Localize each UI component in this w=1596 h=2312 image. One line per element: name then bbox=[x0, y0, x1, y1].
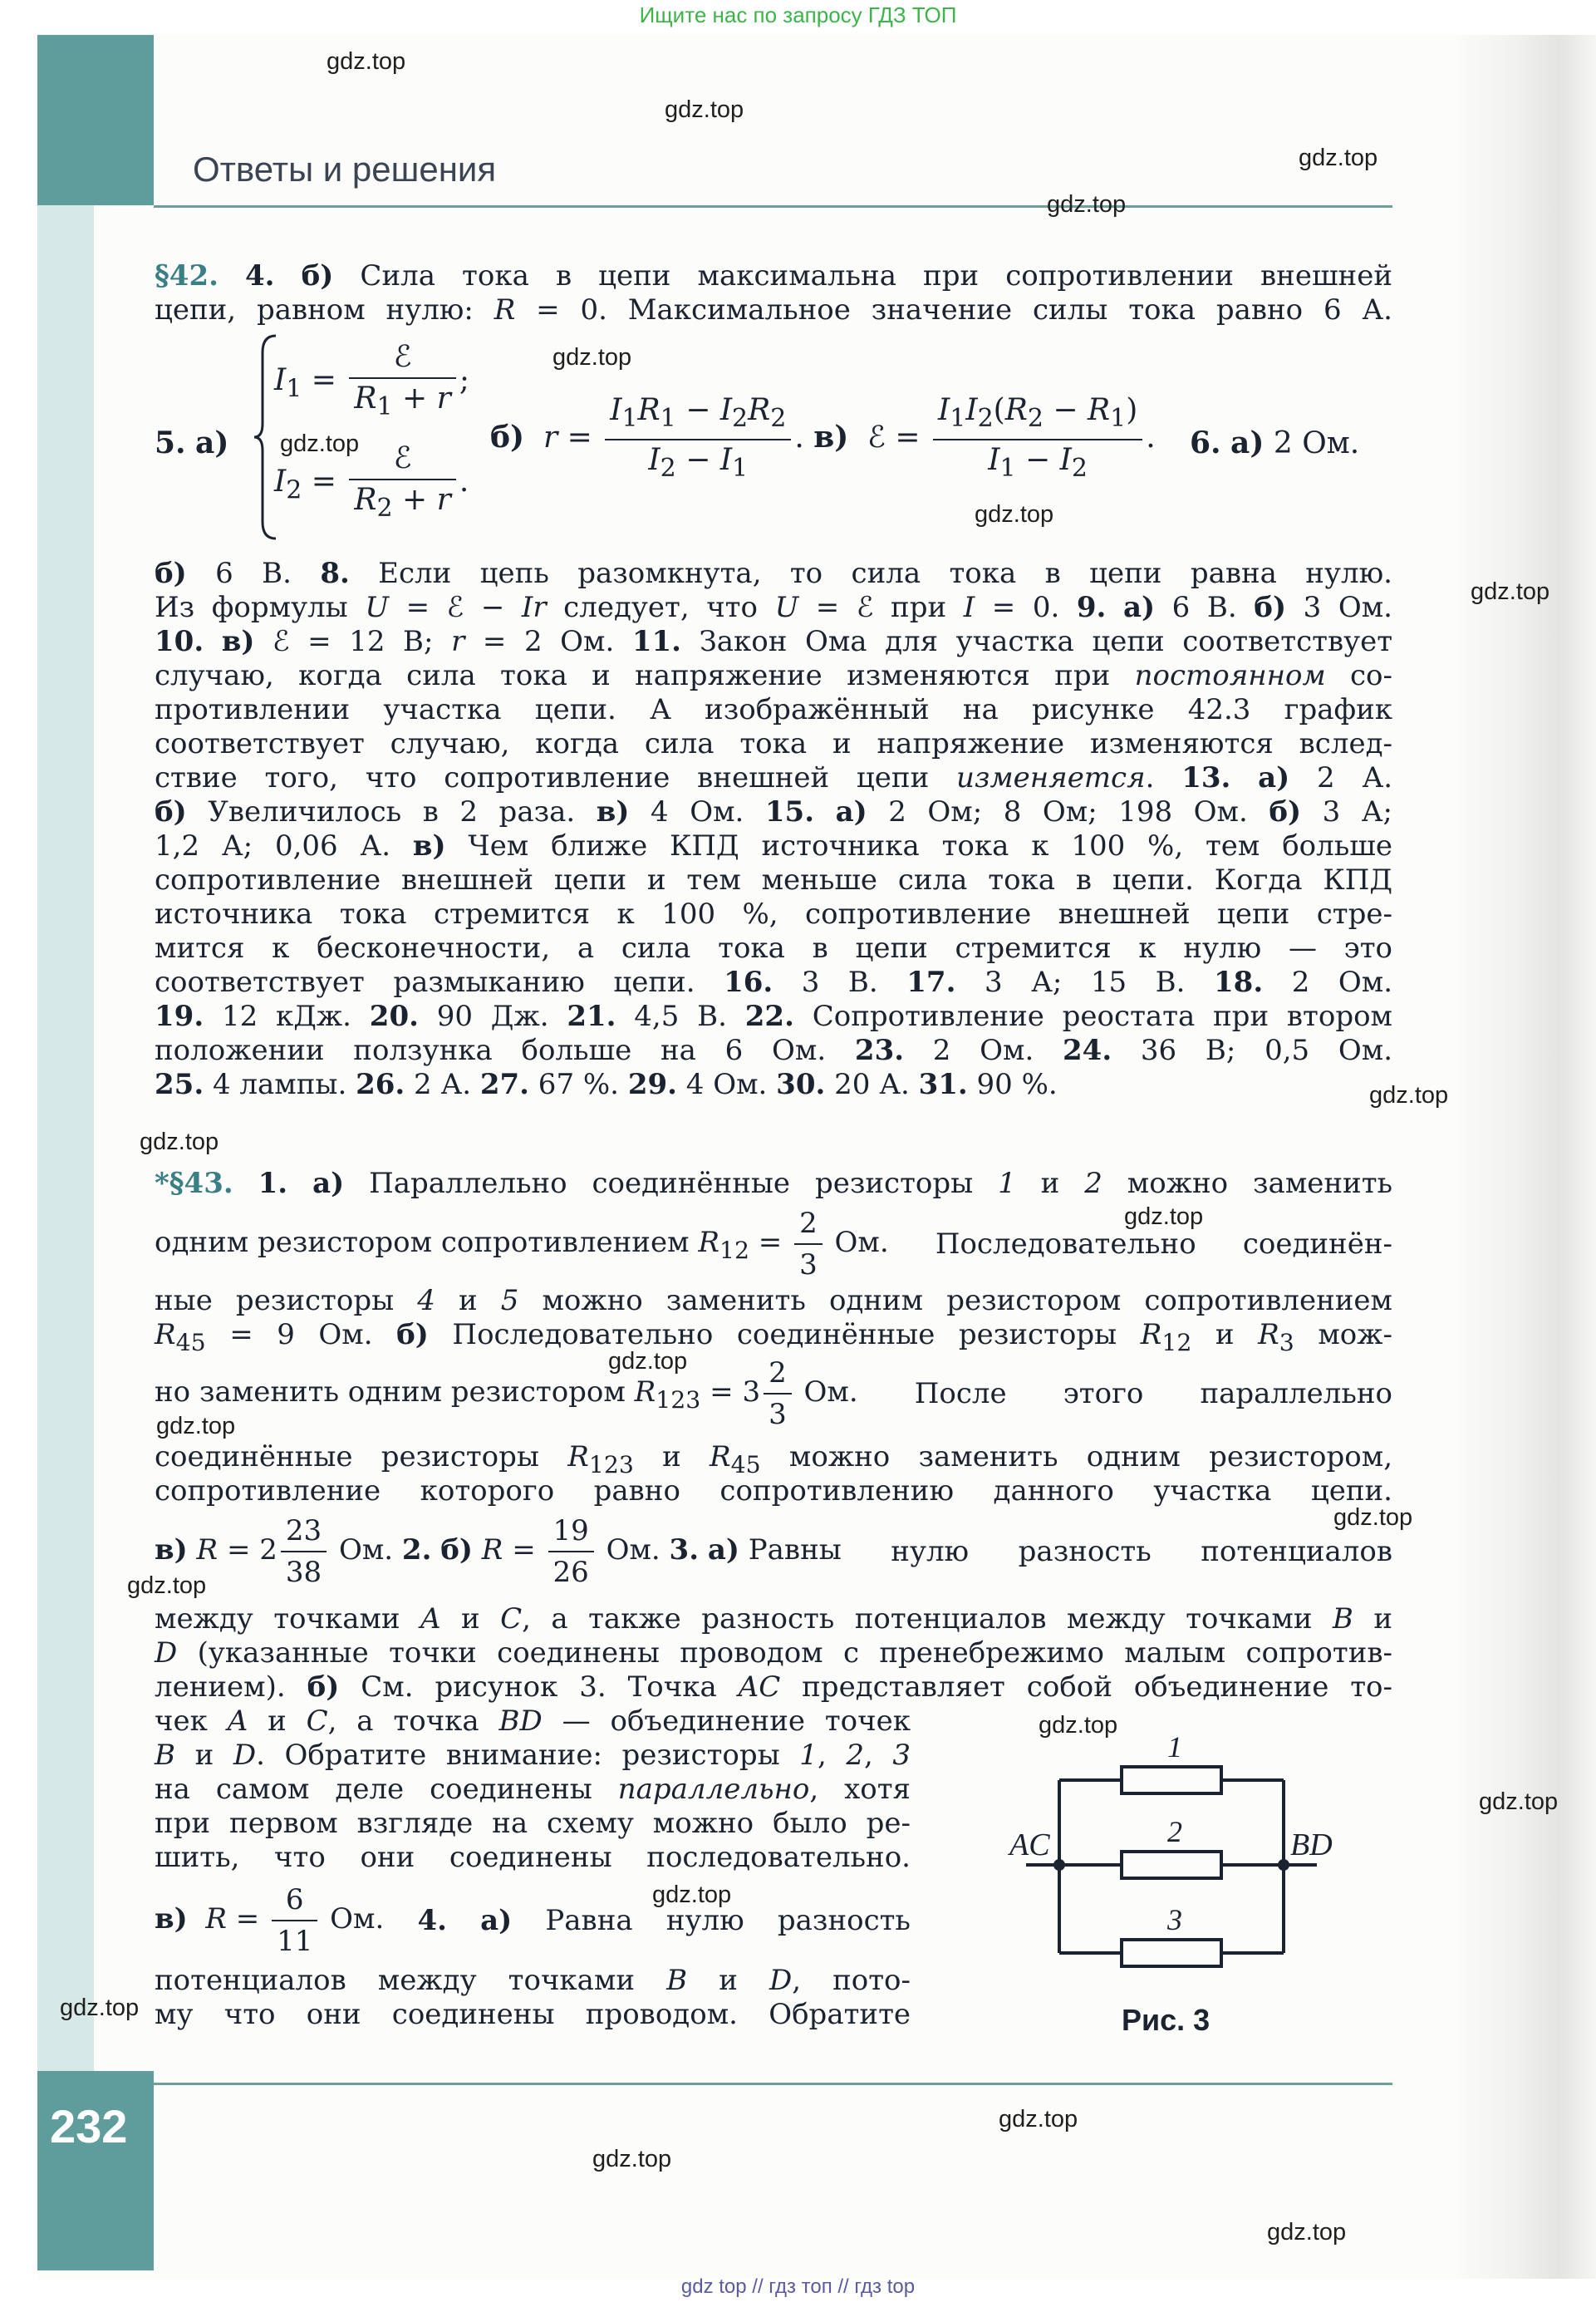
text-line: лением). б) См. рисунок 3. Точка AC представляет собой объединение то- bbox=[155, 1670, 1393, 1704]
text-line: случаю, когда сила тока и напряжение изменяются при постоянном со- bbox=[155, 659, 1392, 692]
node-bd-label: BD bbox=[1290, 1827, 1333, 1862]
text-line: потенциалов между точками B и D, пото- bbox=[155, 1964, 911, 1997]
watermark[interactable]: gdz.top bbox=[280, 430, 360, 457]
text-line: соединённые резисторы $R_{123}$ и $R_{45}$ можно заменить одним резистором, bbox=[155, 1440, 1392, 1478]
text-line: противлении участка цепи. А изображённый на рисунке 42.3 график bbox=[155, 693, 1392, 726]
watermark[interactable]: gdz.top bbox=[60, 1995, 140, 2021]
text-line: Из формулы U = ℰ − Ir следует, что U = ℰ при I = 0. 9. а) 6 В. б) 3 Ом. bbox=[155, 591, 1392, 624]
watermark[interactable]: gdz.top bbox=[999, 2106, 1078, 2132]
watermark[interactable]: gdz.top bbox=[1333, 1504, 1413, 1531]
watermark[interactable]: gdz.top bbox=[1471, 578, 1550, 605]
resistor-3-label: 3 bbox=[1167, 1903, 1182, 1936]
text-line: на самом деле соединены параллельно, хотя bbox=[155, 1773, 911, 1806]
problem-5-label: 5. а) bbox=[155, 426, 229, 460]
text-line: соответствует случаю, когда сила тока и напряжение изменяются вслед- bbox=[155, 727, 1392, 760]
text-line: му что они соединены проводом. Обратите bbox=[155, 1998, 911, 2031]
text-line: б) Увеличилось в 2 раза. в) 4 Ом. 15. а) 2 Ом; 8 Ом; 198 Ом. б) 3 А; bbox=[155, 795, 1393, 829]
text-line: шить, что они соединены последовательно. bbox=[155, 1841, 911, 1874]
text-line: источника тока стремится к 100 %, сопротивление внешней цепи стре- bbox=[155, 898, 1392, 931]
text-line: 1,2 А; 0,06 А. в) Чем ближе КПД источника тока к 100 %, тем больше bbox=[155, 829, 1392, 863]
watermark[interactable]: gdz.top bbox=[665, 96, 744, 123]
watermark[interactable]: gdz.top bbox=[156, 1413, 236, 1439]
text-line: сопротивление внешней цепи и тем меньше сила тока в цепи. Когда КПД bbox=[155, 863, 1392, 897]
watermark[interactable]: gdz.top bbox=[1124, 1203, 1204, 1230]
text-line: B и D. Обратите внимание: резисторы 1, 2, 3 bbox=[155, 1739, 911, 1772]
text-line: одним резистором сопротивлением $R_{12}$ = $\frac{2}{3}$ Ом. Последовательно соединён- bbox=[155, 1203, 1392, 1285]
margin-band bbox=[37, 205, 94, 2071]
text-line: между точками A и C, а также разность потенциалов между точками B и bbox=[155, 1602, 1393, 1636]
text-line: но заменить одним резистором $R_{123} = 3$ $\frac{2}{3}$ Ом. После этого параллельно bbox=[155, 1353, 1392, 1434]
text-line: D (указанные точки соединены проводом с пренебрежимо малым сопротив- bbox=[155, 1636, 1392, 1670]
text-line: мится к бесконечности, а сила тока в цепи стремится к нулю — это bbox=[155, 932, 1392, 965]
text-line: в) R = $\frac{6}{11}$ Ом. 4. а) Равна нулю разность bbox=[155, 1880, 911, 1961]
node-ac-label: AC bbox=[1009, 1827, 1050, 1862]
formula-i1: $I_1$ = $\frac{\text{ℰ}}{R_1 + r}$ ; bbox=[274, 337, 469, 427]
watermark[interactable]: gdz.top bbox=[127, 1572, 207, 1599]
text-line: при первом взгляде на схему можно было ре- bbox=[155, 1807, 911, 1840]
watermark[interactable]: gdz.top bbox=[1299, 145, 1378, 171]
top-banner[interactable]: Ищите нас по запросу ГДЗ ТОП bbox=[639, 2, 957, 27]
problem-6-start: 6. а) 2 Ом. bbox=[1190, 426, 1360, 460]
resistor-1-label: 1 bbox=[1167, 1730, 1182, 1764]
text-line: §42. 4. б) Сила тока в цепи максимальна при сопротивлении внешней bbox=[155, 259, 1392, 293]
watermark[interactable]: gdz.top bbox=[975, 501, 1054, 528]
text-line: 19. 12 кДж. 20. 90 Дж. 21. 4,5 В. 22. Сопротивление реостата при втором bbox=[155, 1000, 1393, 1033]
text-line: сопротивление которого равно сопротивлению данного участка цепи. bbox=[155, 1474, 1392, 1508]
text-line: *§43. 1. а) Параллельно соединённые резисторы 1 и 2 можно заменить bbox=[155, 1167, 1393, 1200]
footer-rule bbox=[154, 2083, 1392, 2085]
bottom-banner[interactable]: gdz top // гдз топ // гдз top bbox=[680, 2275, 916, 2298]
text-line: 25. 4 лампы. 26. 2 А. 27. 67 %. 29. 4 Ом. 30. 20 А. 31. 90 %. bbox=[155, 1068, 1058, 1101]
formula-r: б) r = $\frac{I_1R_1 - I_2R_2}{I_2 - I_1}$ . в) ℰ = $\frac{I_1I_2(R_2 - R_1)}{I_1 - I_2}$ . bbox=[490, 391, 1156, 489]
watermark[interactable]: gdz.top bbox=[1369, 1082, 1449, 1109]
watermark[interactable]: gdz.top bbox=[1047, 191, 1127, 218]
watermark[interactable]: gdz.top bbox=[552, 344, 632, 371]
text-line: чек A и C, а точка BD — объединение точек bbox=[155, 1704, 911, 1738]
page-number: 232 bbox=[50, 2100, 128, 2152]
text-line: $R_{45} = 9$ Ом. б) Последовательно соединённые резисторы $R_{12}$ и $R_3$ мож- bbox=[155, 1318, 1392, 1356]
header-rule bbox=[154, 205, 1392, 208]
text-line: положении ползунка больше на 6 Ом. 23. 2 Ом. 24. 36 В; 0,5 Ом. bbox=[155, 1034, 1392, 1067]
watermark[interactable]: gdz.top bbox=[140, 1129, 219, 1155]
figure-caption: Рис. 3 bbox=[1122, 2003, 1211, 2037]
watermark[interactable]: gdz.top bbox=[1039, 1712, 1118, 1739]
watermark[interactable]: gdz.top bbox=[1479, 1788, 1559, 1815]
formula-i2: $I_2$ = $\frac{\text{ℰ}}{R_2 + r}$ . bbox=[274, 439, 469, 529]
watermark[interactable]: gdz.top bbox=[608, 1348, 688, 1375]
watermark[interactable]: gdz.top bbox=[652, 1882, 732, 1908]
text-line: 10. в) ℰ = 12 В; r = 2 Ом. 11. Закон Ома для участка цепи соответствует bbox=[155, 625, 1393, 658]
header-title: Ответы и решения bbox=[193, 150, 497, 189]
text-line: ствие того, что сопротивление внешней цепи изменяется. 13. а) 2 А. bbox=[155, 761, 1393, 794]
text-line: цепи, равном нулю: R = 0. Максимальное значение силы тока равно 6 А. bbox=[155, 293, 1392, 327]
text-line: соответствует размыканию цепи. 16. 3 В. 17. 3 А; 15 В. 18. 2 Ом. bbox=[155, 966, 1393, 999]
resistor-2-label: 2 bbox=[1167, 1815, 1182, 1848]
watermark[interactable]: gdz.top bbox=[1267, 2219, 1347, 2246]
watermark[interactable]: gdz.top bbox=[592, 2146, 672, 2172]
page-edge-shadow bbox=[1450, 35, 1596, 2279]
watermark[interactable]: gdz.top bbox=[327, 48, 406, 75]
text-line: в) R = 2 $\frac{23}{38}$ Ом. 2. б) R = $\frac{19}{26}$ Ом. 3. а) Равны нулю разность потенциалов bbox=[155, 1511, 1392, 1592]
text-line: ные резисторы 4 и 5 можно заменить одним резистором сопротивлением bbox=[155, 1284, 1393, 1317]
text-line: б) 6 В. 8. Если цепь разомкнута, то сила тока в цепи равна нулю. bbox=[155, 557, 1392, 590]
corner-band-top bbox=[37, 35, 154, 205]
